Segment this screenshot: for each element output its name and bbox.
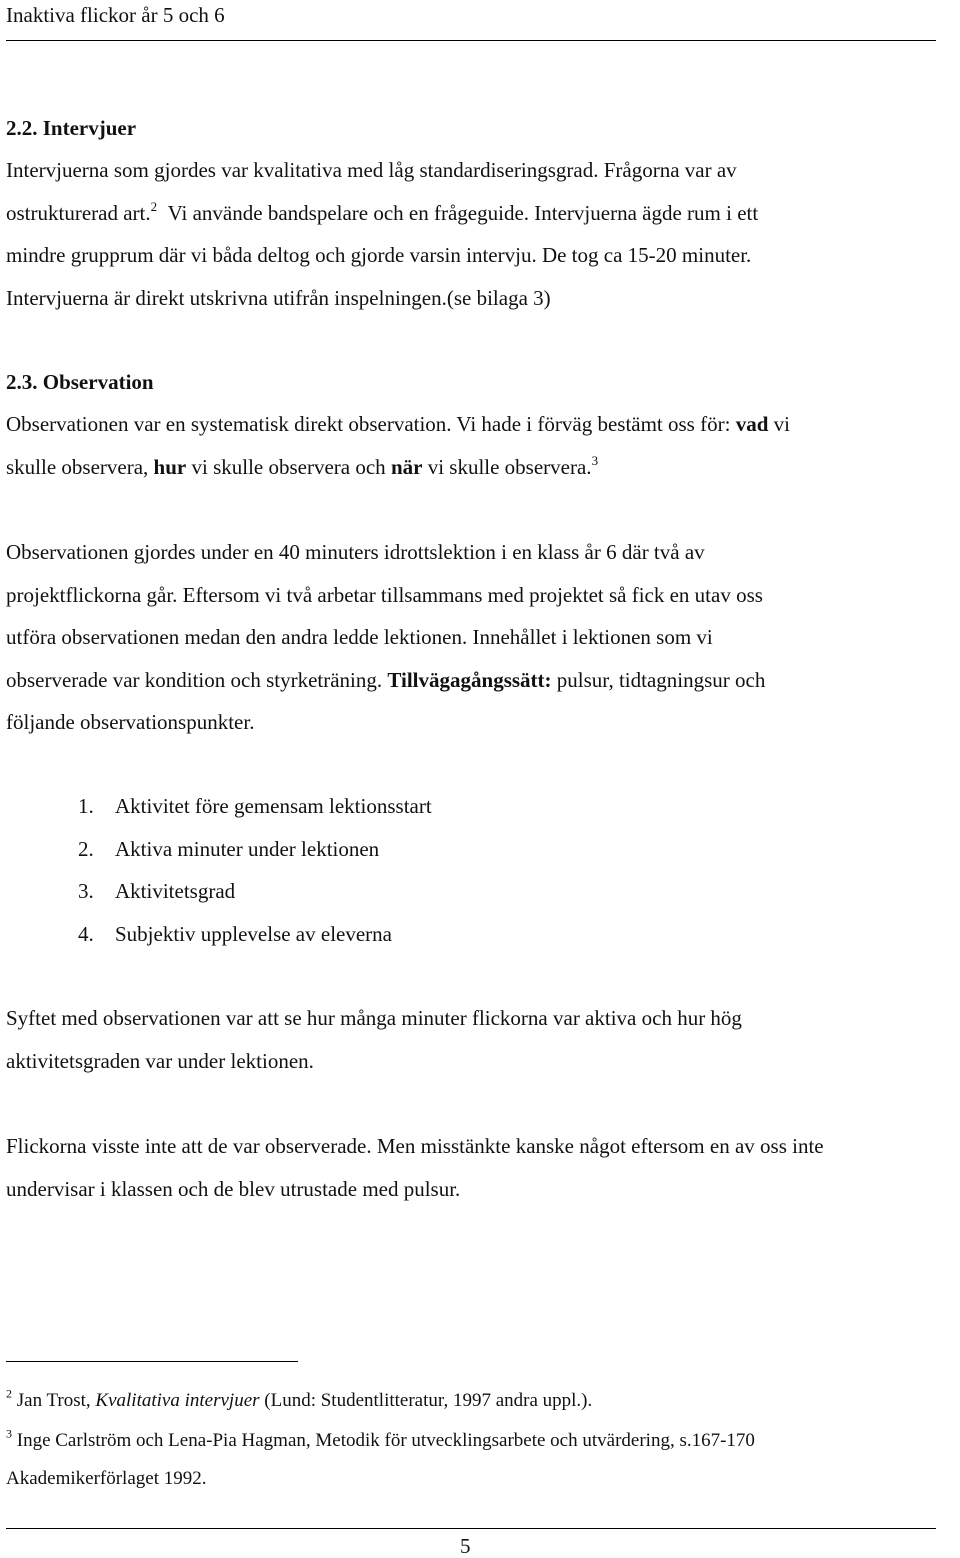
section-heading-observation: 2.3. Observation [6, 370, 154, 394]
observation-text: pulsur, tidtagningsur och [556, 667, 766, 692]
emphasis-nar: när [390, 454, 423, 479]
interviews-text: ostrukturerad art. [6, 200, 151, 225]
observation-text: observerade var kondition och styrketräning. [6, 667, 383, 692]
observation-text: vi skulle observera och [191, 454, 386, 479]
footnote-separator [6, 1361, 298, 1362]
observation-p2-line-3: utföra observationen medan den andra ledde lektionen. Innehållet i lektionen som vi [6, 625, 713, 649]
list-text: Subjektiv upplevelse av eleverna [115, 921, 392, 946]
footnote-text: (Lund: Studentlitteratur, 1997 andra uppl.). [264, 1390, 593, 1411]
header-rule [6, 40, 936, 41]
list-item [78, 913, 432, 956]
emphasis-hur: hur [153, 454, 187, 479]
footnote-ref-3: 3 [591, 452, 599, 468]
footnote-3 [6, 1428, 755, 1492]
footnote-3-line-2: Akademikerförlaget 1992. [6, 1468, 207, 1489]
observation-text: vi [773, 412, 790, 436]
observation-p2-line-2: projektflickorna går. Eftersom vi två arbetar tillsammans med projektet så fick en utav oss [6, 582, 763, 607]
page-number: 5 [460, 1534, 471, 1558]
footnote-number: 2 [6, 1386, 12, 1401]
footnote-title: Kvalitativa intervjuer [95, 1390, 260, 1411]
emphasis-vad: vad [735, 412, 769, 436]
interviews-line-4: Intervjuerna är direkt utskrivna utifrån inspelningen.(se bilaga 3) [6, 285, 551, 310]
footnote-ref-2: 2 [150, 198, 158, 214]
running-header: Inaktiva flickor år 5 och 6 [6, 3, 225, 27]
list-number: 1. [78, 794, 94, 818]
observation-points-list [78, 785, 432, 955]
list-text: Aktiva minuter under lektionen [115, 836, 380, 861]
observation-text: skulle observera, [6, 454, 149, 479]
observation-text: vi skulle observera. [427, 454, 592, 479]
footnote-text: Inge Carlström och Lena-Pia Hagman, [16, 1430, 311, 1451]
observation-text: Observationen var en systematisk direkt observation. Vi hade i förväg bestämt oss för: [6, 412, 731, 436]
observation-line-1 [6, 403, 956, 446]
list-number: 4. [78, 921, 94, 946]
footnote-text: Metodik för utvecklingsarbete och utvärdering, s.167-170 [315, 1430, 755, 1451]
list-item [78, 870, 432, 913]
emphasis-tillvagagangssatt: Tillvägagångssätt: [387, 667, 552, 692]
observation-line-2 [6, 446, 956, 489]
interviews-line-2 [6, 192, 956, 235]
observation-paragraph-2 [6, 531, 956, 744]
interviews-text: Vi använde bandspelare och en frågeguide. Intervjuerna ägde rum i ett [167, 200, 759, 225]
observation-p3-line-2: aktivitetsgraden var under lektionen. [6, 1048, 314, 1073]
observation-paragraph-3 [6, 997, 956, 1082]
list-text: Aktivitetsgrad [115, 879, 236, 903]
observation-p2-line-1: Observationen gjordes under en 40 minuters idrottslektion i en klass år 6 där två av [6, 540, 705, 564]
list-item [78, 785, 432, 828]
observation-p3-line-1: Syftet med observationen var att se hur många minuter flickorna var aktiva och hur hög [6, 1006, 742, 1030]
footnote-2 [6, 1388, 592, 1414]
observation-paragraph-1 [6, 403, 956, 488]
observation-paragraph-4 [6, 1125, 956, 1210]
footnote-text: Jan Trost, [16, 1390, 91, 1411]
observation-p4-line-1: Flickorna visste inte att de var observerade. Men misstänkte kanske något eftersom en av oss inte [6, 1134, 824, 1158]
list-number: 2. [78, 836, 94, 861]
footnote-3-line-1 [6, 1428, 755, 1454]
interviews-paragraph [6, 149, 956, 319]
list-number: 3. [78, 879, 94, 903]
list-text: Aktivitet före gemensam lektionsstart [115, 794, 432, 818]
interviews-line-3: mindre grupprum där vi båda deltog och gjorde varsin intervju. De tog ca 15-20 minuter. [6, 243, 752, 267]
observation-p4-line-2: undervisar i klassen och de blev utrustade med pulsur. [6, 1176, 461, 1201]
interviews-line-1: Intervjuerna som gjordes var kvalitativa med låg standardiseringsgrad. Frågorna var av [6, 158, 737, 182]
section-heading-interviews: 2.2. Intervjuer [6, 116, 137, 140]
footer-rule [6, 1528, 936, 1529]
observation-p2-line-4 [6, 659, 956, 702]
list-item [78, 828, 432, 871]
observation-p2-line-5: följande observationspunkter. [6, 710, 255, 734]
footnote-number: 3 [6, 1426, 12, 1441]
